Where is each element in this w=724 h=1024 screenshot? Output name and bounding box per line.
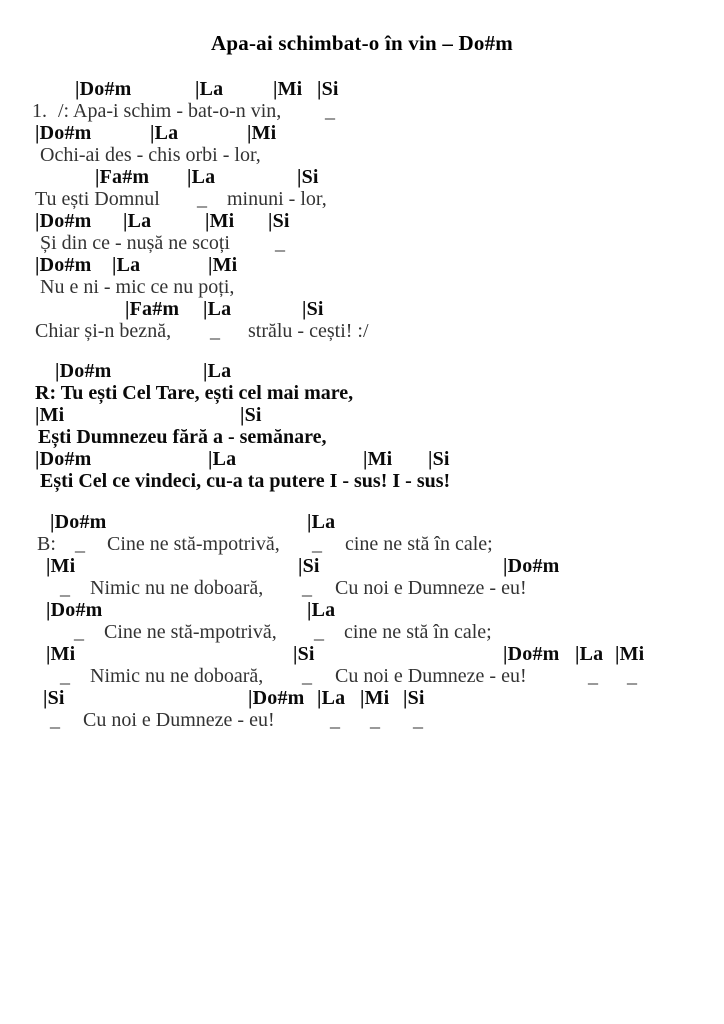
lyric-segment: cine ne stă în cale; (344, 621, 492, 643)
chord-token: |La (208, 448, 237, 470)
chord-token: |Si (428, 448, 450, 470)
lyric-segment: 1. (32, 100, 47, 122)
lyric-segment: Cine ne stă-mpotrivă, (107, 533, 280, 555)
lyric-segment: _ (60, 577, 70, 599)
lyric-segment: _ (370, 709, 380, 731)
chord-token: |La (195, 78, 224, 100)
chord-line (0, 643, 724, 665)
chord-line (0, 555, 724, 577)
lyric-segment: cine ne stă în cale; (345, 533, 493, 555)
chord-token: |Si (317, 78, 339, 100)
lyric-segment: _ (312, 533, 322, 555)
lyric-segment: R: Tu ești Cel Tare, ești cel mai mare, (35, 382, 354, 404)
song-title: Apa-ai schimbat-o în vin – Do#m (211, 31, 513, 55)
lyric-segment: Ochi-ai des - chis orbi - lor, (40, 144, 261, 166)
lyric-segment: minuni - lor, (227, 188, 327, 210)
chord-line (0, 360, 724, 382)
lyric-segment: Nimic nu ne doboară, (90, 577, 264, 599)
lyric-segment: _ (50, 709, 60, 731)
lyric-segment: Și din ce - nușă ne scoți (40, 232, 230, 254)
lyric-segment: _ (330, 709, 340, 731)
chord-line (0, 78, 724, 100)
chord-token: |Do#m (46, 599, 103, 621)
chord-token: |Do#m (503, 555, 560, 577)
lyric-line (0, 320, 724, 342)
lyric-segment: Ești Cel ce vindeci, cu-a ta putere I - sus! I - sus! (40, 470, 451, 492)
chord-token: |La (317, 687, 346, 709)
lyric-segment: _ (302, 665, 312, 687)
lyric-segment: Cu noi e Dumneze - eu! (83, 709, 275, 731)
lyric-segment: B: (37, 533, 56, 555)
lyric-segment: _ (627, 665, 637, 687)
chord-token: |Do#m (35, 448, 92, 470)
chord-token: |Mi (205, 210, 235, 232)
chord-token: |Si (268, 210, 290, 232)
chord-token: |Si (293, 643, 315, 665)
lyric-line (0, 665, 724, 687)
lyric-line (0, 621, 724, 643)
chord-token: |La (112, 254, 141, 276)
chord-token: |Si (298, 555, 320, 577)
chord-token: |Mi (208, 254, 238, 276)
chord-token: |Do#m (50, 511, 107, 533)
chord-token: |Si (403, 687, 425, 709)
chord-line (0, 687, 724, 709)
chord-token: |Mi (273, 78, 303, 100)
lyric-segment: Ești Dumnezeu fără a - semănare, (38, 426, 327, 448)
chord-line (0, 254, 724, 276)
lyric-segment: _ (325, 100, 335, 122)
lyric-line (0, 100, 724, 122)
lyric-segment: Tu ești Domnul (35, 188, 160, 210)
lyric-segment: _ (74, 621, 84, 643)
chord-token: |Do#m (35, 210, 92, 232)
chord-token: |Mi (46, 555, 76, 577)
chord-token: |Mi (46, 643, 76, 665)
chord-token: |Si (43, 687, 65, 709)
chord-token: |Do#m (35, 254, 92, 276)
chord-token: |Mi (35, 404, 65, 426)
lyric-segment: _ (197, 188, 207, 210)
chord-line (0, 166, 724, 188)
lyric-segment: strălu - cești! :/ (248, 320, 369, 342)
chord-token: |Do#m (35, 122, 92, 144)
chord-line (0, 298, 724, 320)
chord-token: |Do#m (75, 78, 132, 100)
lyric-segment: Cine ne stă-mpotrivă, (104, 621, 277, 643)
lyric-line (0, 144, 724, 166)
lyric-segment: _ (302, 577, 312, 599)
lyric-segment: _ (75, 533, 85, 555)
lyric-segment: /: Apa-i schim - bat-o-n vin, (58, 100, 282, 122)
chord-token: |Mi (363, 448, 393, 470)
lyric-segment: Nimic nu ne doboară, (90, 665, 264, 687)
chord-token: |La (203, 298, 232, 320)
lyric-segment: Nu e ni - mic ce nu poți, (40, 276, 235, 298)
lyric-segment: _ (275, 232, 285, 254)
lyric-line (0, 470, 724, 492)
lyric-line (0, 188, 724, 210)
chord-line (0, 404, 724, 426)
chord-line (0, 122, 724, 144)
chord-token: |Do#m (248, 687, 305, 709)
lyric-segment: _ (210, 320, 220, 342)
lyric-segment: _ (314, 621, 324, 643)
lyric-line (0, 232, 724, 254)
chord-token: |Si (297, 166, 319, 188)
lyric-segment: _ (60, 665, 70, 687)
chord-token: |Fa#m (125, 298, 180, 320)
chord-token: |La (307, 511, 336, 533)
chord-token: |Do#m (55, 360, 112, 382)
chord-token: |La (187, 166, 216, 188)
chord-token: |Mi (360, 687, 390, 709)
chord-line (0, 448, 724, 470)
chord-line (0, 599, 724, 621)
chord-line (0, 511, 724, 533)
chord-token: |Mi (247, 122, 277, 144)
lyric-segment: _ (413, 709, 423, 731)
chord-token: |Do#m (503, 643, 560, 665)
lyric-line (0, 382, 724, 404)
chord-line (0, 210, 724, 232)
lyric-segment: Cu noi e Dumneze - eu! (335, 665, 527, 687)
lyric-segment: Cu noi e Dumneze - eu! (335, 577, 527, 599)
chord-token: |Si (240, 404, 262, 426)
chord-token: |Mi (615, 643, 645, 665)
chord-token: |La (123, 210, 152, 232)
chord-token: |Si (302, 298, 324, 320)
lyric-line (0, 533, 724, 555)
chord-token: |La (307, 599, 336, 621)
chord-token: |La (203, 360, 232, 382)
lyric-line (0, 709, 724, 731)
chord-token: |Fa#m (95, 166, 150, 188)
chord-token: |La (575, 643, 604, 665)
chord-token: |La (150, 122, 179, 144)
lyric-line (0, 426, 724, 448)
lyric-segment: _ (588, 665, 598, 687)
lyric-line (0, 276, 724, 298)
lyric-segment: Chiar și-n beznă, (35, 320, 172, 342)
lyric-line (0, 577, 724, 599)
